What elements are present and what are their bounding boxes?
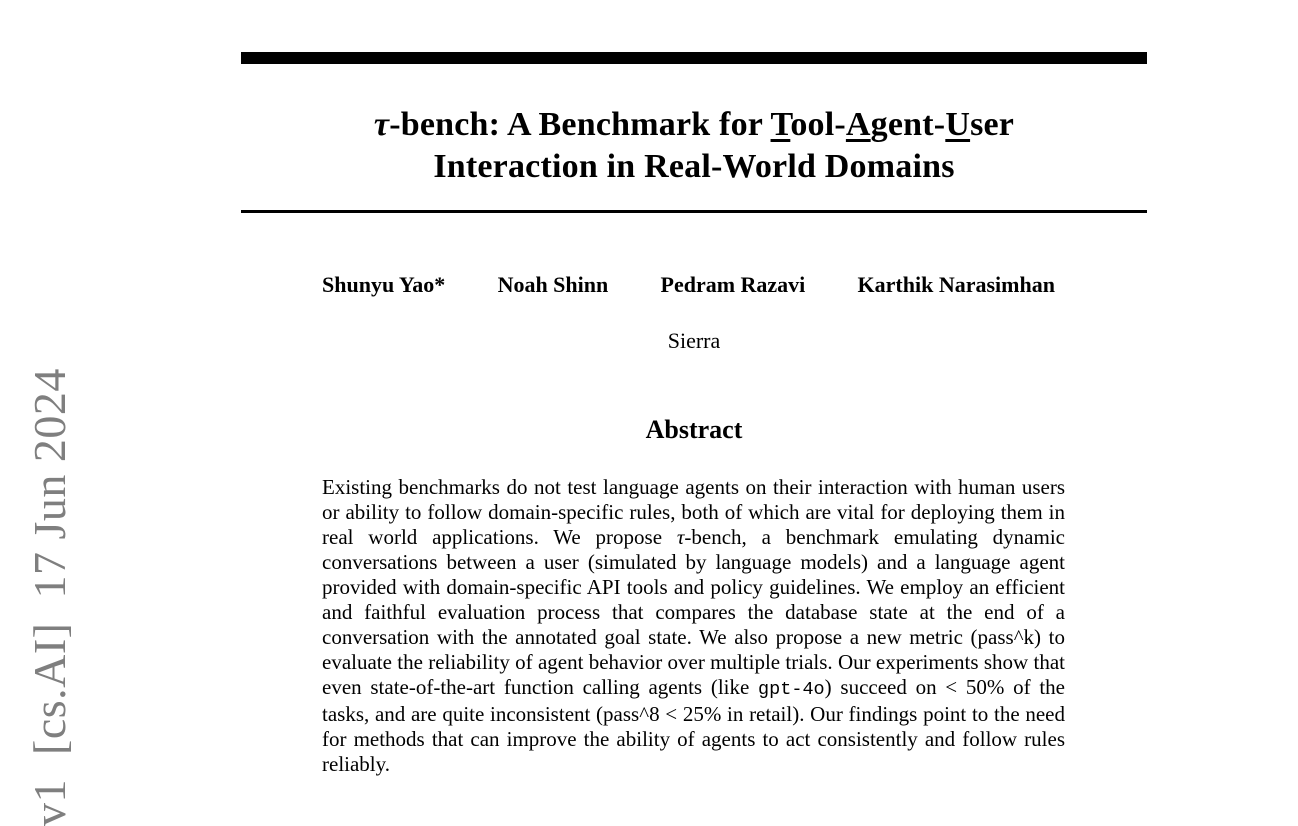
title-agent-rest: gent- (870, 106, 946, 143)
abstract-segment: ) succeed on < 50% of the tasks, and are quite inconsistent (pass^8 < 25% in retail). Our findings point to the need for methods that can improve the ability of agents to act consistently and follow rules reliably. (322, 675, 1065, 776)
title-tool-rest: ool- (790, 106, 846, 143)
abstract-text (322, 475, 1065, 777)
abstract-segment: τ (676, 525, 685, 549)
title-agent-initial: A (845, 106, 871, 143)
title-user-rest: ser (970, 106, 1015, 143)
author-name: Karthik Narasimhan (857, 272, 1055, 297)
affiliation: Sierra (667, 328, 721, 353)
top-rule-bar (241, 52, 1147, 64)
abstract-heading: Abstract (645, 415, 743, 444)
authors-row (322, 272, 1055, 298)
title-line2: Interaction in Real-World Domains (433, 148, 955, 185)
title-user-initial: U (945, 106, 971, 143)
title-tool-initial: T (770, 106, 791, 143)
author-name: Shunyu Yao* (322, 272, 446, 297)
abstract-segment: gpt-4o (758, 679, 825, 700)
title-tau: τ (373, 106, 390, 143)
title-after-tau: -bench: A Benchmark for (389, 106, 771, 143)
author-name: Noah Shinn (497, 272, 609, 297)
title-line1 (241, 104, 1147, 146)
title-rule (241, 210, 1147, 213)
abstract-segment: Existing benchmarks do not test language agents on their interaction with human users or ability to follow domain-specific rules, both of which are vital for deploying them in real world applications. We propose (322, 475, 1065, 549)
abstract-segment: -bench, a benchmark emulating dynamic conversations between a user (simulated by language models) and a language agent provided with domain-specific API tools and policy guidelines. We employ an efficient and faithful evaluation process that compares the database state at the end of a conversation with the annotated goal state. We also propose a new metric (pass^k) to evaluate the reliability of agent behavior over multiple trials. Our experiments show that even state-of-the-art function calling agents (like (322, 525, 1065, 699)
arxiv-stamp: v1 [cs.AI] 17 Jun 2024 (24, 368, 75, 826)
paper-title (241, 104, 1147, 188)
author-name: Pedram Razavi (660, 272, 806, 297)
